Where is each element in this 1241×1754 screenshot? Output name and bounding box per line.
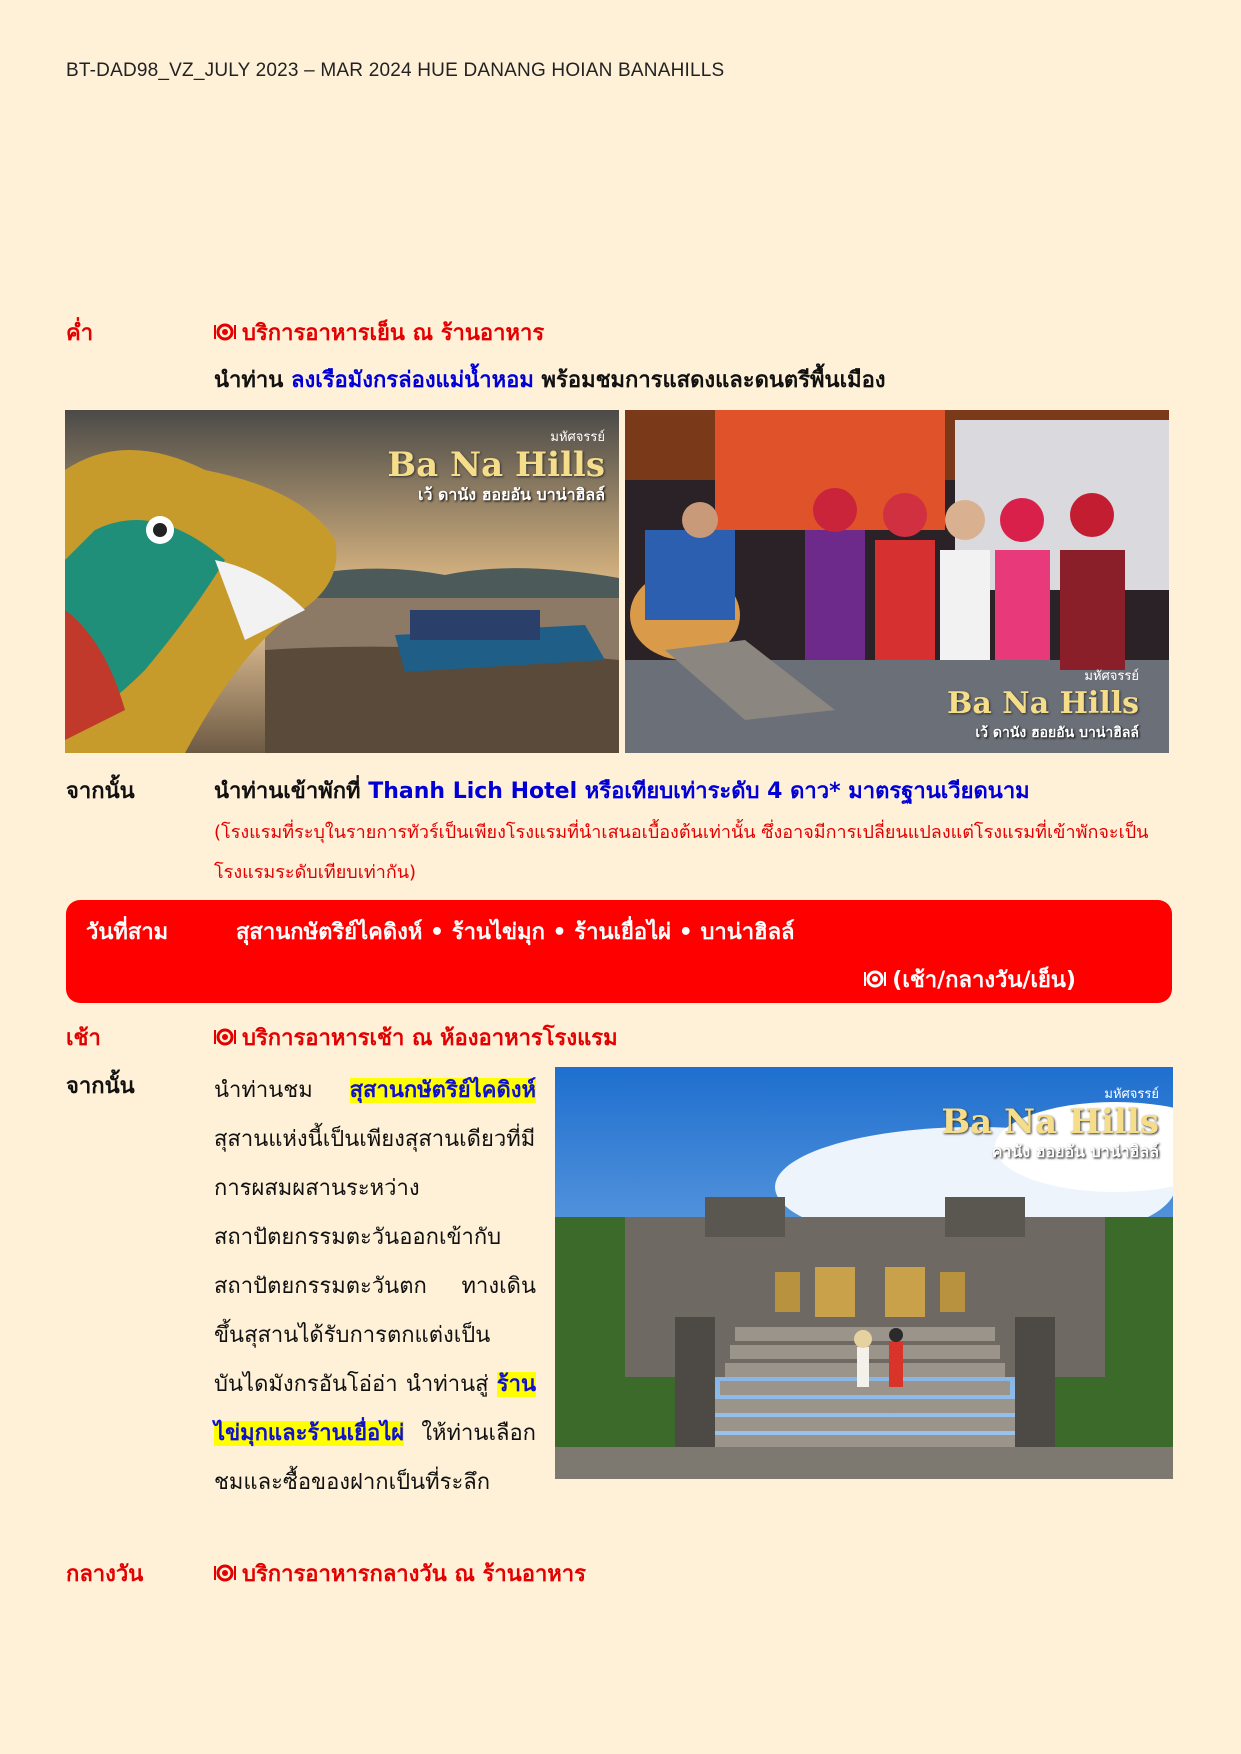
evening-meal-text: บริการอาหารเย็น ณ ร้านอาหาร — [242, 321, 545, 346]
tomb-highlight: สุสานกษัตริย์ไคดิงห์ — [349, 1078, 536, 1103]
tomb-photo-watermark — [941, 1083, 1159, 1165]
morning-label: เช้า — [66, 1026, 101, 1051]
hotel-text — [214, 773, 1030, 808]
morning-meal — [214, 1020, 618, 1055]
watermark-small: มหัศจรรย์ — [1084, 669, 1139, 684]
lunch-label: กลางวัน — [66, 1562, 144, 1587]
hotel-note: (โรงแรมที่ระบุในรายการทัวร์เป็นเพียงโรงแรมที่นำเสนอเบื้องต้นเท่านั้น ซึ่งอาจมีการเปลี่ยนแปลงแต่โรงแรมที่เข้าพักจะเป็นโรงแรมระดับเทียบเท่ากัน) — [214, 822, 1149, 883]
activity-prefix: นำท่าน — [214, 368, 284, 393]
dragon-boat-photo — [65, 410, 619, 753]
day-meals-text: (เช้า/กลางวัน/เย็น) — [892, 968, 1076, 993]
music-performance-photo — [625, 410, 1169, 753]
day-meals — [864, 962, 1076, 997]
tomb-text-3: ให้ท่านเลือกชมและซื้อของฝากเป็นที่ระลึก — [214, 1421, 536, 1495]
right-photo-watermark — [947, 665, 1139, 744]
hotel-prefix: นำท่านเข้าพักที่ — [214, 779, 361, 804]
day-route: สุสานกษัตริย์ไคดิงห์ • ร้านไข่มุก • ร้านเยื่อไผ่ • บาน่าฮิลล์ — [236, 920, 795, 945]
watermark-logo: Ba Na Hills — [387, 445, 605, 485]
activity-suffix: พร้อมชมการแสดงและดนตรีพื้นเมือง — [541, 368, 886, 393]
shops-highlight: ร้านไข่มุกและร้านเยื่อไผ่ — [214, 1372, 537, 1446]
left-photo-watermark — [387, 426, 605, 508]
watermark-small: มหัศจรรย์ — [1104, 1087, 1159, 1102]
watermark-logo: Ba Na Hills — [941, 1102, 1159, 1142]
watermark-sub: เว้ ดานัง ฮอยอัน บาน่าฮิลล์ — [975, 725, 1139, 741]
watermark-sub: คานัง ฮอยอัน บาน่าฮิลล์ — [991, 1142, 1159, 1161]
watermark-sub: เว้ ดานัง ฮอยอัน บาน่าฮิลล์ — [417, 485, 605, 504]
morning-meal-text: บริการอาหารเช้า ณ ห้องอาหารโรงแรม — [242, 1026, 618, 1051]
tomb-label: จากนั้น — [66, 1074, 135, 1099]
document-header: BT-DAD98_VZ_JULY 2023 – MAR 2024 HUE DANANG HOIAN BANAHILLS — [66, 60, 725, 81]
khai-dinh-tomb-photo — [555, 1067, 1173, 1479]
dish-icon — [864, 970, 886, 988]
hotel-label: จากนั้น — [66, 779, 135, 804]
tomb-text-2: สุสานแห่งนี้เป็นเพียงสุสานเดียวที่มีการผสมผสานระหว่างสถาปัตยกรรมตะวันออกเข้ากับสถาปัตยกรรมตะวันตก ทางเดินขึ้นสุสานได้รับการตกแต่งเป็นบันไดมังกรอันโอ่อ่า นำท่านสู่ — [214, 1127, 536, 1397]
dish-icon — [214, 323, 236, 341]
dish-icon — [214, 1028, 236, 1046]
day-label: วันที่สาม — [86, 920, 169, 945]
watermark-logo: Ba Na Hills — [947, 686, 1139, 721]
watermark-small: มหัศจรรย์ — [550, 430, 605, 445]
tomb-text-1: นำท่านชม — [214, 1078, 313, 1103]
tomb-description — [214, 1066, 536, 1507]
day-banner — [66, 900, 1172, 1003]
evening-meal — [214, 315, 544, 350]
dish-icon — [214, 1564, 236, 1582]
lunch-meal-text: บริการอาหารกลางวัน ณ ร้านอาหาร — [242, 1562, 586, 1587]
lunch-meal — [214, 1556, 586, 1591]
hotel-name: Thanh Lich Hotel หรือเทียบเท่าระดับ 4 ดาว* มาตรฐานเวียดนาม — [368, 779, 1030, 804]
evening-label: ค่ำ — [66, 321, 94, 346]
evening-activity — [214, 362, 886, 397]
activity-highlight: ลงเรือมังกรล่องแม่น้ำหอม — [290, 368, 534, 393]
